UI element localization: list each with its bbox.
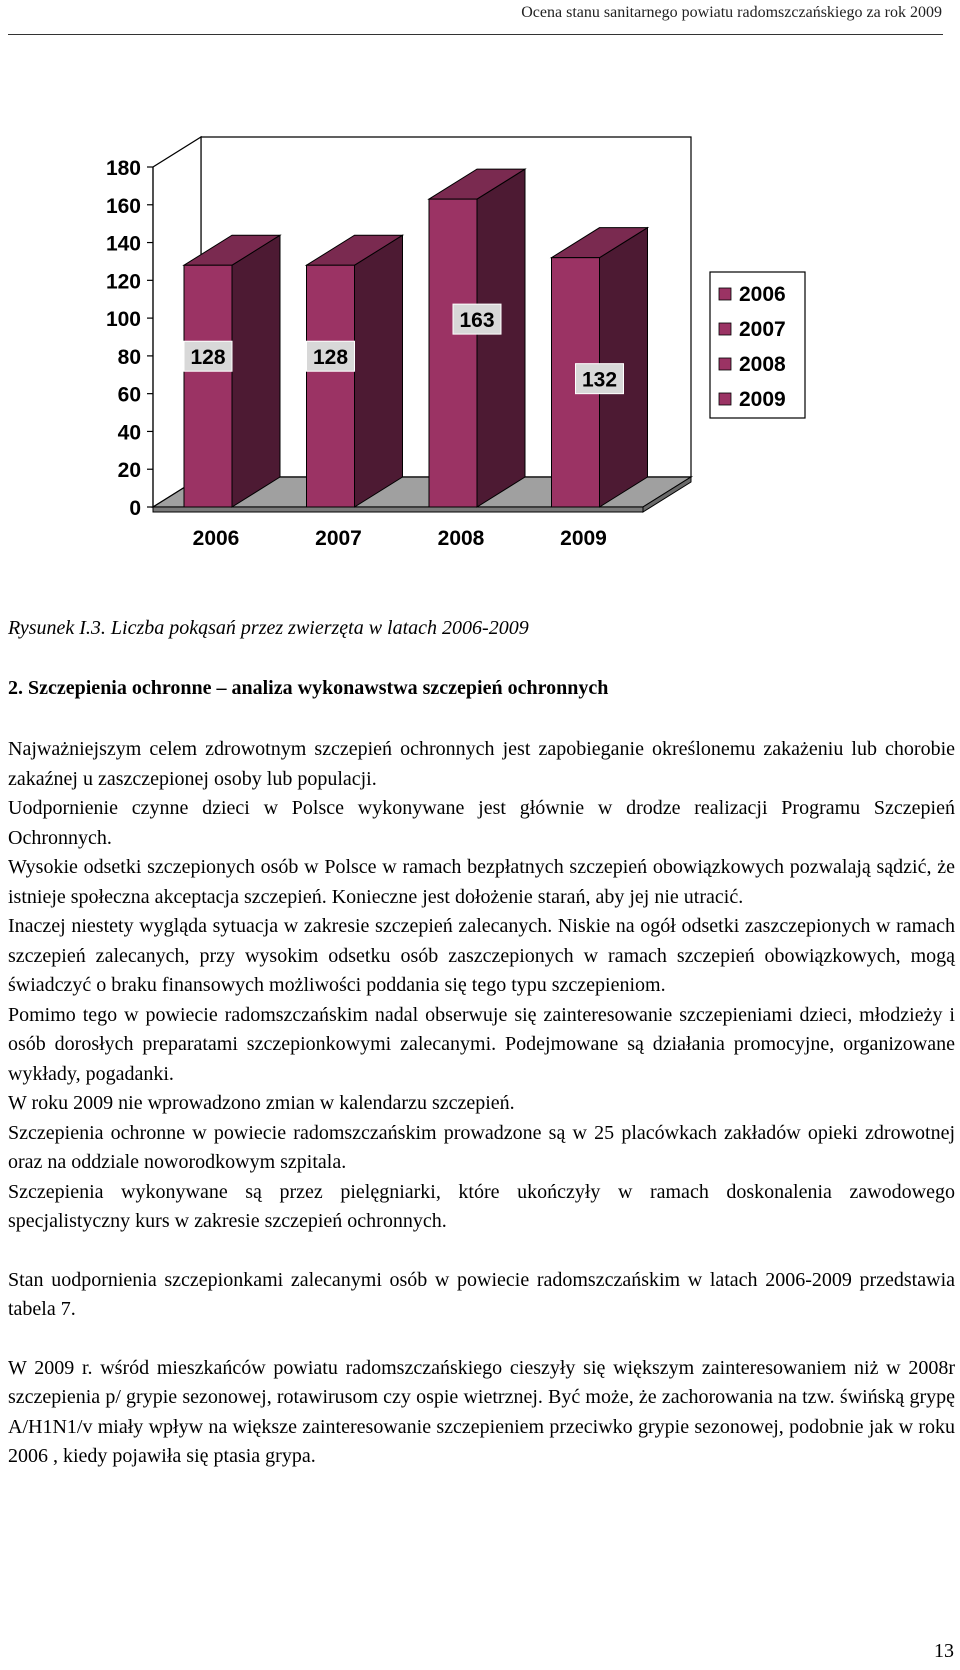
legend-label: 2009 <box>739 388 786 411</box>
y-tick-label: 40 <box>117 421 141 445</box>
legend-swatch <box>719 358 731 370</box>
y-tick-label: 180 <box>105 157 141 180</box>
legend-swatch <box>719 288 731 300</box>
paragraph: Najważniejszym celem zdrowotnym szczepień ochronnych jest zapobieganie określonemu zakażeniu lub chorobie zakaźnej u zaszczepionej osoby lub populacji. <box>8 738 955 790</box>
bar-side <box>355 235 403 507</box>
y-tick-label: 120 <box>105 270 141 294</box>
data-label: 128 <box>190 346 226 370</box>
x-tick-label: 2008 <box>437 527 485 550</box>
data-label: 128 <box>312 346 349 370</box>
chart-floor-edge <box>153 507 643 512</box>
legend-swatch <box>719 323 731 335</box>
y-tick-label: 60 <box>117 383 141 407</box>
chart-y-axis <box>106 157 153 520</box>
y-tick-label: 0 <box>129 497 141 520</box>
bar-chart <box>0 130 880 600</box>
running-header: Ocena stanu sanitarnego powiatu radomszczańskiego za rok 2009 <box>521 4 942 21</box>
paragraph: W 2009 r. wśród mieszkańców powiatu radomszczańskiego cieszyły się większym zainteresowaniem niż w 2008r szczepienia p/ grypie sezonowej, rotawirusom czy ospie wietrznej. Być może, że zachorowania na tzw. świńską grypę A/H1N1/v miały wpływ na większe zainteresowanie szczepieniem przeciwko grypie sezonowej, podobnie jak w roku 2006 , kiedy pojawiła się ptasia grypa. <box>8 1356 955 1467</box>
chart-x-axis <box>193 527 607 550</box>
bar <box>307 265 355 507</box>
paragraph: Szczepienia ochronne w powiecie radomszczańskim prowadzone są w 25 placówkach zakładów opieki zdrowotnej oraz na oddziale noworodkowym szpitala. <box>8 1121 955 1173</box>
paragraph: Stan uodpornienia szczepionkami zalecanymi osób w powiecie radomszczańskim w latach 2006-2009 przedstawia tabela 7. <box>8 1268 955 1320</box>
legend-label: 2007 <box>739 318 786 341</box>
data-label: 163 <box>459 309 495 333</box>
legend-swatch <box>719 393 731 405</box>
paragraph: Szczepienia wykonywane są przez pielęgniarki, które ukończyły w ramach doskonalenia zawodowego specjalistyczny kurs w zakresie szczepień ochronnych. <box>8 1180 955 1232</box>
y-tick-label: 20 <box>117 459 141 483</box>
figure-caption: Rysunek I.3. Liczba pokąsań przez zwierzęta w latach 2006-2009 <box>8 617 529 639</box>
bar <box>184 265 232 507</box>
y-tick-label: 140 <box>105 232 141 256</box>
x-tick-label: 2009 <box>560 527 607 550</box>
paragraph: Uodpornienie czynne dzieci w Polsce wykonywane jest głównie w drodze realizacji Programu Szczepień Ochronnych. <box>8 797 955 849</box>
y-tick-label: 160 <box>105 194 141 218</box>
y-tick-label: 80 <box>117 345 141 369</box>
paragraph: W roku 2009 nie wprowadzono zmian w kalendarzu szczepień. <box>8 1092 515 1114</box>
chart-legend <box>710 272 805 418</box>
data-label: 132 <box>581 368 618 392</box>
paragraph: Wysokie odsetki szczepionych osób w Polsce w ramach bezpłatnych szczepień obowiązkowych pozwalają sądzić, że istnieje społeczna akceptacja szczepień. Konieczne jest dołożenie starań, aby jej nie utracić. <box>8 856 955 908</box>
header-rule <box>8 34 943 35</box>
section-heading: 2. Szczepienia ochronne – analiza wykonawstwa szczepień ochronnych <box>8 677 609 699</box>
bar-side <box>477 169 525 507</box>
bar-side <box>232 235 280 507</box>
page-number: 13 <box>934 1640 954 1662</box>
paragraph: Pomimo tego w powiecie radomszczańskim nadal obserwuje się zainteresowanie szczepieniami dzieci, młodzieży i osób dorosłych preparatami szczepionkowymi zalecanymi. Podejmowane są działania promocyjne, organizowane wykłady, pogadanki. <box>8 1003 955 1085</box>
legend-label: 2006 <box>739 283 786 306</box>
x-tick-label: 2006 <box>192 527 240 550</box>
paragraph: Inaczej niestety wygląda sytuacja w zakresie szczepień zalecanych. Niskie na ogół odsetki zaszczepionych w ramach szczepień zalecanych, przy wysokim odsetku osób zaszczepionych w ramach szczepień obowiązkowych, mogą świadczyć o braku finansowych możliwości poddania się tego typu szczepieniom. <box>8 915 955 996</box>
legend-label: 2008 <box>739 353 786 376</box>
body-text <box>8 735 955 1472</box>
bar <box>429 199 477 507</box>
x-tick-label: 2007 <box>315 527 362 550</box>
y-tick-label: 100 <box>105 308 141 332</box>
